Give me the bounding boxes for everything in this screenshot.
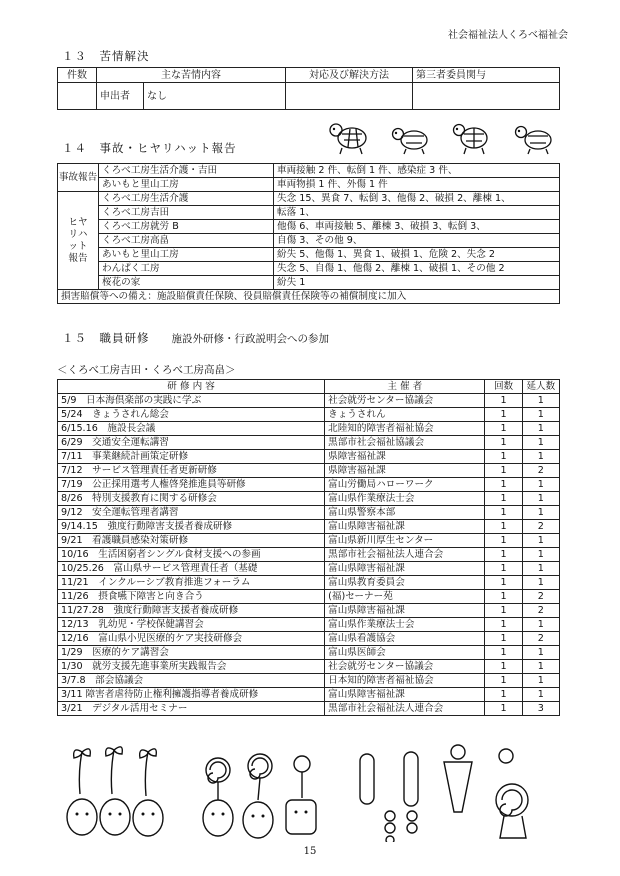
organizer-cell: 富山県障害福祉課 (325, 562, 485, 576)
organizer-cell: (福)セーナー苑 (325, 590, 485, 604)
people-cell: 1 (522, 534, 559, 548)
training-group-label: ＜くろべ工房吉田・くろべ工房高畠＞ (57, 364, 236, 376)
times-cell: 1 (485, 492, 522, 506)
detail-cell: 失念 15、異食 7、転倒 3、他傷 2、破損 2、離棟 1、 (274, 192, 560, 206)
table-row (58, 394, 560, 408)
table-row (58, 548, 560, 562)
people-cell: 1 (522, 478, 559, 492)
times-cell: 1 (485, 604, 522, 618)
detail-cell: 車両物損 1 件、外傷 1 件 (274, 178, 560, 192)
section-15-title-text: １５ 職員研修 (62, 331, 150, 345)
times-cell: 1 (485, 674, 522, 688)
times-cell: 1 (485, 520, 522, 534)
organizer-cell: 富山県障害福祉課 (325, 520, 485, 534)
training-name-cell: 11/21 インクルーシブ教育推進フォーラム (58, 576, 325, 590)
table-row (58, 702, 560, 716)
people-cell: 1 (522, 422, 559, 436)
times-cell: 1 (485, 618, 522, 632)
organizer-cell: 県障害福祉課 (325, 464, 485, 478)
applicant-label: 申出者 (97, 83, 144, 110)
table-row (58, 604, 560, 618)
times-cell: 1 (485, 632, 522, 646)
facility-cell: くろべ工房吉田 (99, 206, 274, 220)
times-cell: 1 (485, 506, 522, 520)
training-name-cell: 6/29 交通安全運転講習 (58, 436, 325, 450)
organizer-cell: 富山労働局ハローワーク (325, 478, 485, 492)
training-name-cell: 3/11 障害者虐待防止権利擁護指導者養成研修 (58, 688, 325, 702)
times-cell: 1 (485, 660, 522, 674)
people-cell: 2 (522, 590, 559, 604)
organizer-cell: 富山県障害福祉課 (325, 604, 485, 618)
training-table-body (58, 394, 560, 716)
training-name-cell: 7/12 サービス管理責任者更新研修 (58, 464, 325, 478)
section-14-title: １４ 事故・ヒヤリハット報告 (62, 141, 237, 155)
accident-report-label: 事故報告 (58, 164, 99, 192)
flower-face-drawings (60, 742, 560, 842)
people-cell: 1 (522, 506, 559, 520)
training-name-cell: 10/25.26 富山県サービス管理責任者（基礎 (58, 562, 325, 576)
organization-name: 社会福祉法人くろべ福祉会 (448, 30, 568, 41)
organizer-cell: 富山県新川厚生センター (325, 534, 485, 548)
detail-cell: 紛失 1 (274, 276, 560, 290)
times-cell: 1 (485, 548, 522, 562)
times-cell: 1 (485, 450, 522, 464)
training-name-cell: 8/26 特別支援教育に関する研修会 (58, 492, 325, 506)
table-row (58, 422, 560, 436)
col-third-party: 第三者委員関与 (413, 68, 560, 83)
detail-cell: 他傷 6、車両接触 5、離棟 3、破損 3、転倒 3、 (274, 220, 560, 234)
training-name-cell: 3/7.8 部会協議会 (58, 674, 325, 688)
accident-report-table (57, 163, 560, 304)
organizer-cell: きょうされん (325, 408, 485, 422)
section-13-title: １３ 苦情解決 (62, 49, 150, 63)
organizer-cell: 富山県障害福祉課 (325, 688, 485, 702)
organizer-cell: 富山県看護協会 (325, 632, 485, 646)
col-main-complaint: 主な苦情内容 (97, 68, 286, 83)
times-cell: 1 (485, 688, 522, 702)
table-row (58, 464, 560, 478)
insurance-note: 損害賠償等への備え：施設賠償責任保険、役員賠償責任保険等の補償制度に加入 (58, 290, 560, 304)
table-row (58, 520, 560, 534)
people-cell: 3 (522, 702, 559, 716)
organizer-cell: 富山県作業療法士会 (325, 618, 485, 632)
people-cell: 1 (522, 450, 559, 464)
training-name-cell: 3/21 デジタル活用セミナー (58, 702, 325, 716)
people-cell: 2 (522, 520, 559, 534)
times-cell: 1 (485, 590, 522, 604)
training-name-cell: 9/14.15 強度行動障害支援者養成研修 (58, 520, 325, 534)
col-training-content: 研 修 内 容 (58, 380, 325, 394)
table-row (58, 632, 560, 646)
organizer-cell: 日本知的障害者福祉協会 (325, 674, 485, 688)
count-cell (58, 83, 97, 110)
section-15-subtitle: 施設外研修・行政説明会への参加 (171, 333, 329, 345)
col-total-people: 延人数 (522, 380, 559, 394)
training-name-cell: 1/29 医療的ケア講習会 (58, 646, 325, 660)
people-cell: 1 (522, 688, 559, 702)
organizer-cell: 黒部市社会福祉法人連合会 (325, 548, 485, 562)
table-row (58, 450, 560, 464)
organizer-cell: 黒部市社会福祉協議会 (325, 436, 485, 450)
training-name-cell: 9/12 安全運転管理者講習 (58, 506, 325, 520)
people-cell: 1 (522, 408, 559, 422)
training-name-cell: 12/16 富山県小児医療的ケア実技研修会 (58, 632, 325, 646)
organizer-cell: 県障害福祉課 (325, 450, 485, 464)
times-cell: 1 (485, 408, 522, 422)
table-row (58, 590, 560, 604)
organizer-cell: 富山県作業療法士会 (325, 492, 485, 506)
table-row (58, 534, 560, 548)
complaints-table (57, 67, 560, 110)
facility-cell: くろべ工房高畠 (99, 234, 274, 248)
facility-cell: あいもと里山工房 (99, 248, 274, 262)
organizer-cell: 社会就労センター協議会 (325, 394, 485, 408)
training-name-cell: 5/9 日本海倶楽部の実践に学ぶ (58, 394, 325, 408)
people-cell: 1 (522, 492, 559, 506)
col-times: 回数 (485, 380, 522, 394)
people-cell: 1 (522, 576, 559, 590)
table-row (58, 674, 560, 688)
col-response: 対応及び解決方法 (286, 68, 413, 83)
times-cell: 1 (485, 702, 522, 716)
training-name-cell: 11/26 摂食嚥下障害と向き合う (58, 590, 325, 604)
times-cell: 1 (485, 464, 522, 478)
organizer-cell: 富山県医師会 (325, 646, 485, 660)
organizer-cell: 北陸知的障害者福祉協会 (325, 422, 485, 436)
detail-cell: 紛失 5、他傷 1、異食 1、破損 1、危険 2、失念 2 (274, 248, 560, 262)
people-cell: 1 (522, 618, 559, 632)
table-row (58, 506, 560, 520)
training-name-cell: 6/15.16 施設長会議 (58, 422, 325, 436)
detail-cell: 自傷 3、その他 9、 (274, 234, 560, 248)
times-cell: 1 (485, 534, 522, 548)
page-number: 15 (303, 846, 317, 857)
people-cell: 1 (522, 436, 559, 450)
training-name-cell: 5/24 きょうされん総会 (58, 408, 325, 422)
table-row (58, 688, 560, 702)
times-cell: 1 (485, 576, 522, 590)
table-row (58, 408, 560, 422)
training-name-cell: 9/21 看護職員感染対策研修 (58, 534, 325, 548)
facility-cell: くろべ工房生活介護・吉田 (99, 164, 274, 178)
people-cell: 1 (522, 394, 559, 408)
facility-cell: あいもと里山工房 (99, 178, 274, 192)
turtle-drawings (328, 118, 560, 158)
organizer-cell: 黒部市社会福祉法人連合会 (325, 702, 485, 716)
detail-cell: 失念 5、自傷 1、他傷 2、離棟 1、破損 1、その他 2 (274, 262, 560, 276)
facility-cell: くろべ工房生活介護 (99, 192, 274, 206)
applicant-value: なし (144, 83, 286, 110)
organizer-cell: 社会就労センター協議会 (325, 660, 485, 674)
times-cell: 1 (485, 646, 522, 660)
people-cell: 1 (522, 646, 559, 660)
people-cell: 2 (522, 632, 559, 646)
training-name-cell: 12/13 乳幼児・学校保健講習会 (58, 618, 325, 632)
people-cell: 2 (522, 464, 559, 478)
training-name-cell: 1/30 就労支援先進事業所実践報告会 (58, 660, 325, 674)
detail-cell: 車両接触 2 件、転倒 1 件、感染症 3 件、 (274, 164, 560, 178)
training-name-cell: 7/19 公正採用選考人権啓発推進員等研修 (58, 478, 325, 492)
response-cell (286, 83, 413, 110)
table-row (58, 436, 560, 450)
table-row (58, 646, 560, 660)
col-count: 件数 (58, 68, 97, 83)
table-row (58, 618, 560, 632)
training-name-cell: 7/11 事業継続計画策定研修 (58, 450, 325, 464)
organizer-cell: 富山県教育委員会 (325, 576, 485, 590)
table-row (58, 576, 560, 590)
col-organizer: 主 催 者 (325, 380, 485, 394)
training-name-cell: 10/16 生活困窮者シングル食材支援への参画 (58, 548, 325, 562)
times-cell: 1 (485, 394, 522, 408)
training-name-cell: 11/27.28 強度行動障害支援者養成研修 (58, 604, 325, 618)
table-row (58, 478, 560, 492)
people-cell: 1 (522, 660, 559, 674)
people-cell: 1 (522, 548, 559, 562)
facility-cell: 桜花の家 (99, 276, 274, 290)
facility-cell: わんぱく工房 (99, 262, 274, 276)
times-cell: 1 (485, 562, 522, 576)
detail-cell: 転落 1、 (274, 206, 560, 220)
table-row (58, 562, 560, 576)
near-miss-report-label: ヒヤリハット報告 (58, 192, 99, 290)
table-row (58, 660, 560, 674)
third-party-cell (413, 83, 560, 110)
people-cell: 1 (522, 674, 559, 688)
times-cell: 1 (485, 478, 522, 492)
organizer-cell: 富山県警察本部 (325, 506, 485, 520)
times-cell: 1 (485, 436, 522, 450)
people-cell: 2 (522, 604, 559, 618)
training-table (57, 379, 560, 716)
people-cell: 1 (522, 562, 559, 576)
facility-cell: くろべ工房就労 B (99, 220, 274, 234)
times-cell: 1 (485, 422, 522, 436)
section-15-title (62, 330, 329, 346)
table-row (58, 492, 560, 506)
